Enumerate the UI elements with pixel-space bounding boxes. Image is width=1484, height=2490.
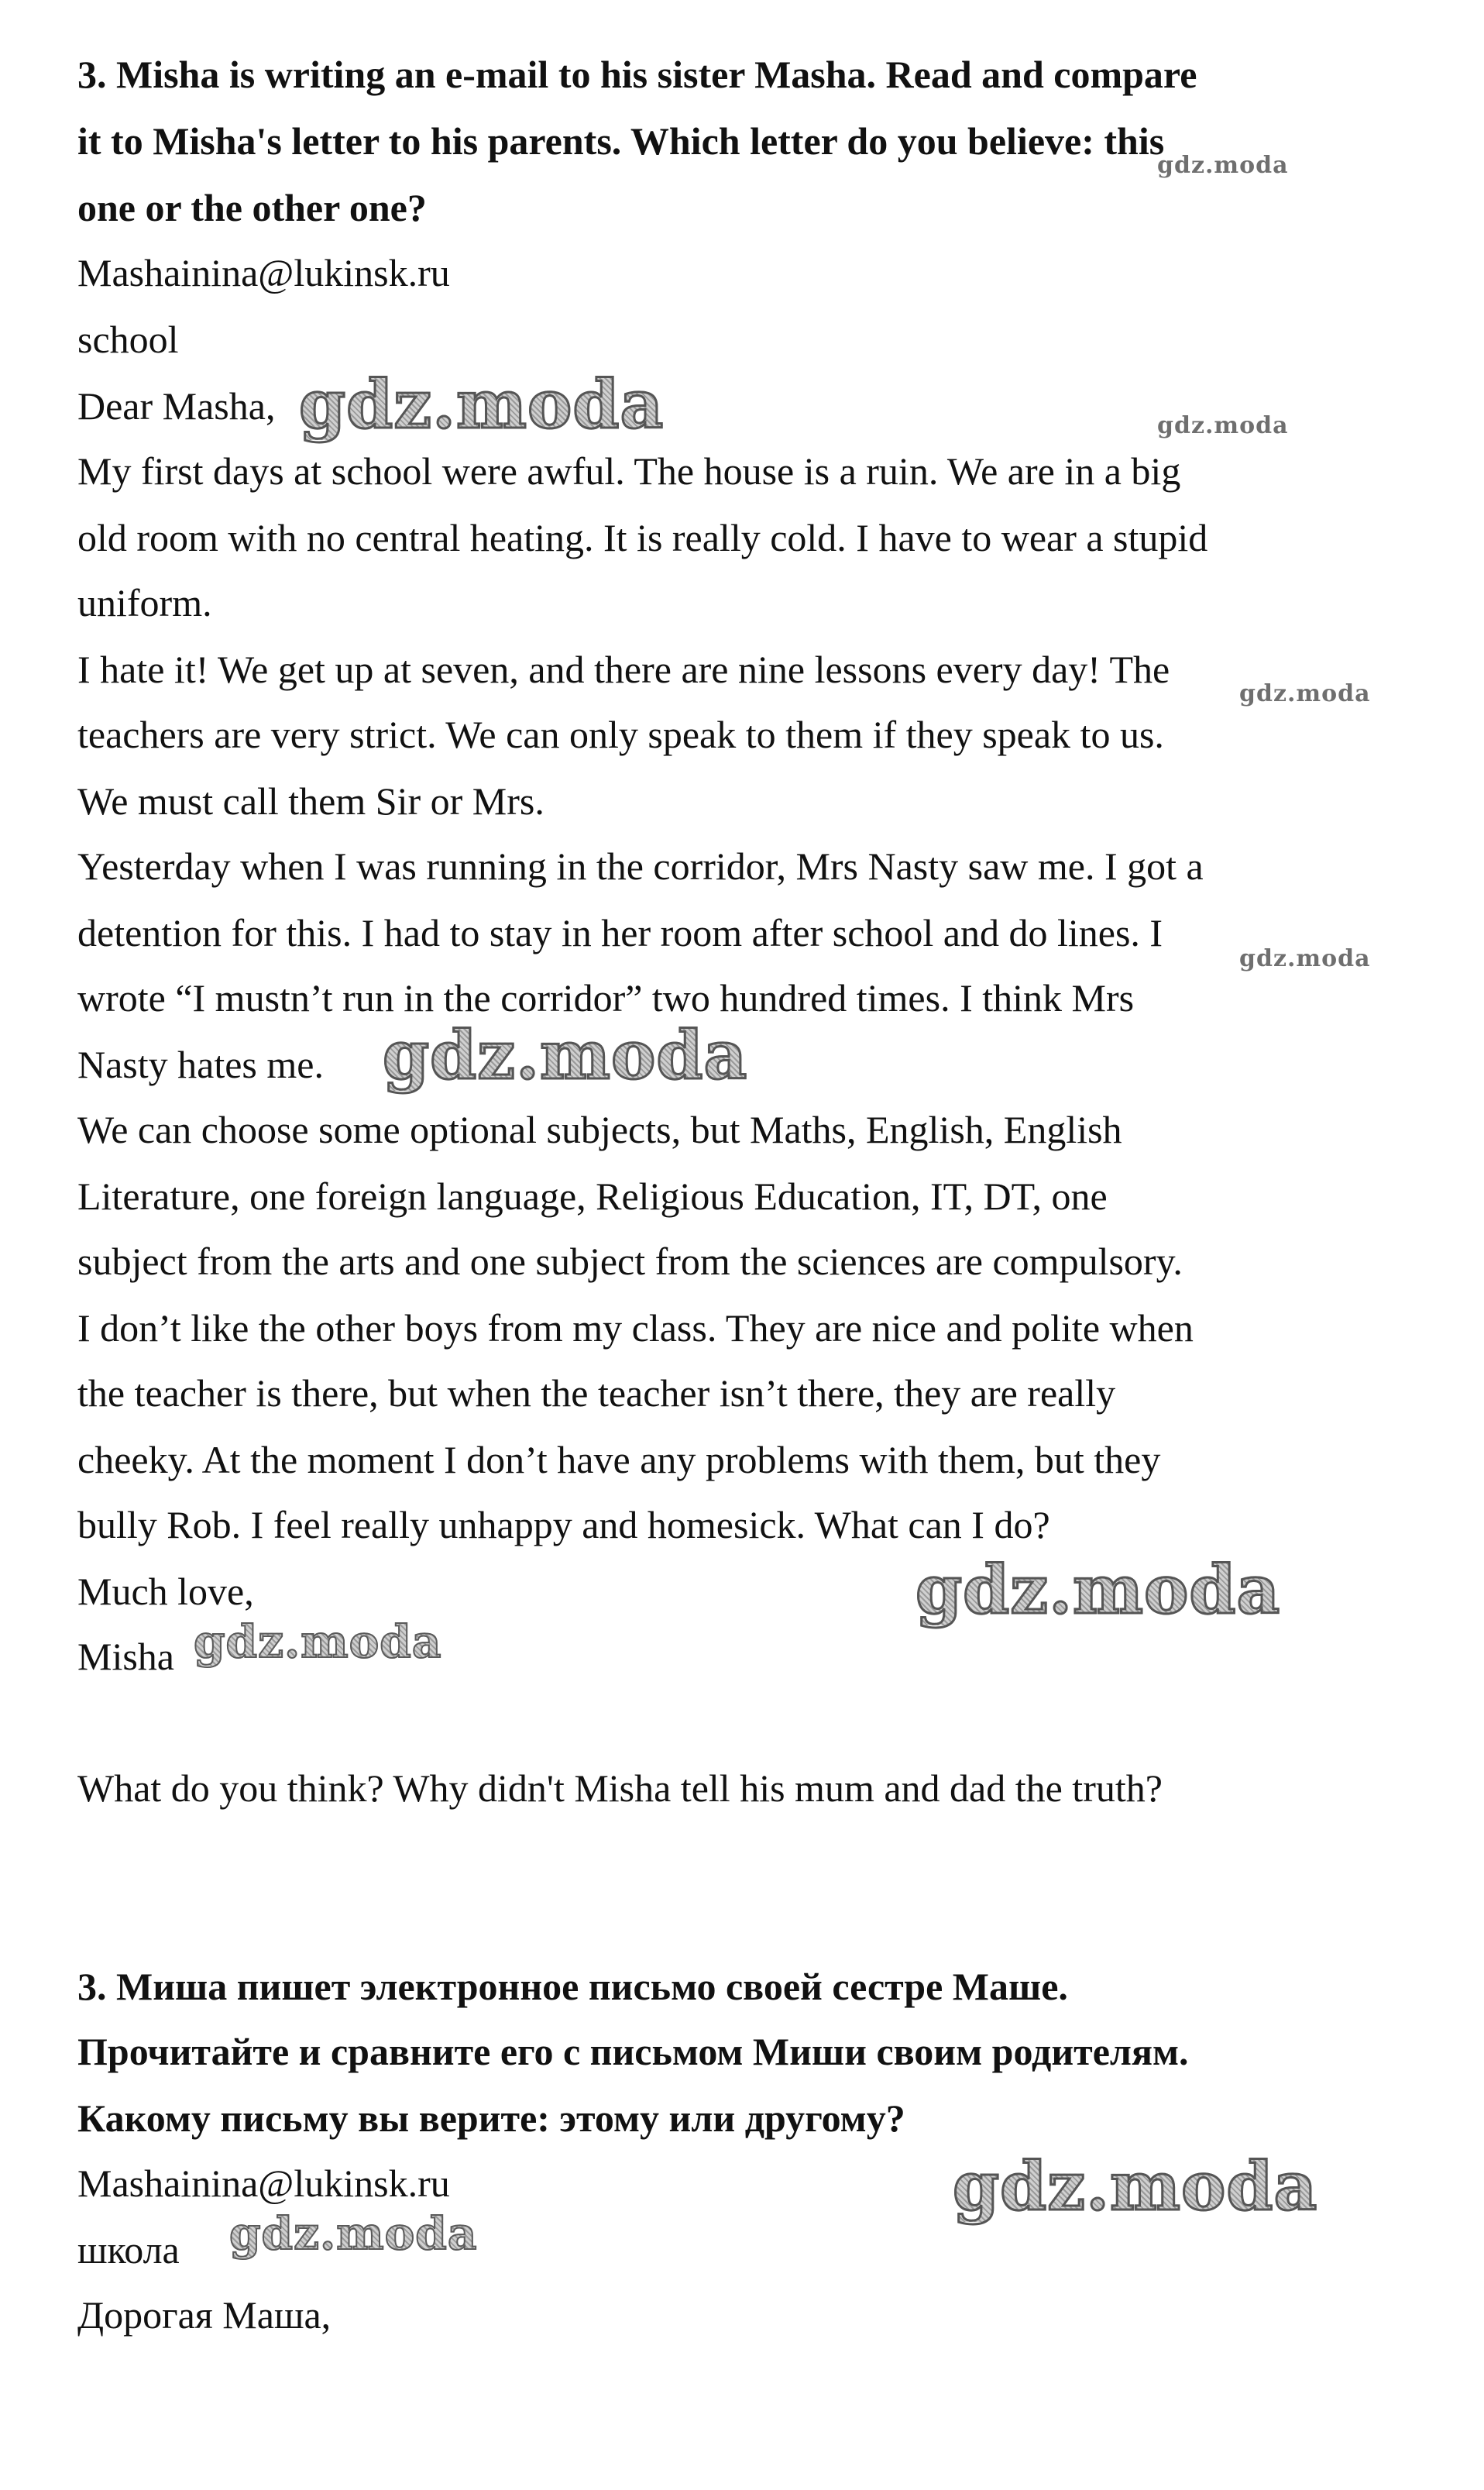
english-body-line-5: teachers are very strict. We can only speak to them if they speak to us. <box>77 713 1164 756</box>
english-body-line-13: subject from the arts and one subject from the sciences are compulsory. <box>77 1240 1183 1283</box>
watermark-medium: gdz.moda <box>229 2207 478 2260</box>
watermark-large: gdz.moda <box>383 1016 748 1095</box>
english-body-line-4: I hate it! We get up at seven, and there are nine lessons every day! The <box>77 648 1170 691</box>
english-signature: Misha <box>77 1635 174 1678</box>
english-body-line-1: My first days at school were awful. The house is a ruin. We are in a big <box>77 449 1181 493</box>
english-body-line-6: We must call them Sir or Mrs. <box>77 779 544 823</box>
russian-heading-line-3: Какому письму вы верите: этому или другому? <box>77 2096 905 2140</box>
watermark-small: gdz.moda <box>1157 152 1289 179</box>
english-body-line-3: uniform. <box>77 581 212 624</box>
english-body-line-7: Yesterday when I was running in the corridor, Mrs Nasty saw me. I got a <box>77 844 1204 888</box>
english-body-line-11: We can choose some optional subjects, but Maths, English, English <box>77 1108 1122 1151</box>
english-heading-line-1: 3. Misha is writing an e-mail to his sister Masha. Read and compare <box>77 53 1197 96</box>
russian-email-address: Mashainina@lukinsk.ru <box>77 2162 450 2205</box>
russian-email-subject: школа <box>77 2228 180 2272</box>
watermark-small: gdz.moda <box>1157 412 1289 439</box>
english-email-address: Mashainina@lukinsk.ru <box>77 251 450 294</box>
english-discussion-question: What do you think? Why didn't Misha tell his mum and dad the truth? <box>77 1766 1163 1810</box>
english-body-line-10: Nasty hates me. <box>77 1043 324 1086</box>
watermark-large: gdz.moda <box>953 2148 1318 2226</box>
watermark-large: gdz.moda <box>299 366 665 444</box>
english-body-line-16: cheeky. At the moment I don’t have any problems with them, but they <box>77 1438 1161 1481</box>
english-heading-line-3: one or the other one? <box>77 186 427 229</box>
english-body-line-2: old room with no central heating. It is really cold. I have to wear a stupid <box>77 516 1208 559</box>
watermark-small: gdz.moda <box>1239 945 1371 972</box>
watermark-small: gdz.moda <box>1239 680 1371 707</box>
english-heading-line-2: it to Misha's letter to his parents. Which letter do you believe: this <box>77 119 1165 163</box>
english-closing: Much love, <box>77 1570 254 1613</box>
english-greeting: Dear Masha, <box>77 384 276 428</box>
english-body-line-17: bully Rob. I feel really unhappy and homesick. What can I do? <box>77 1503 1050 1546</box>
russian-heading-line-2: Прочитайте и сравните его с письмом Миши своим родителям. <box>77 2030 1189 2073</box>
russian-greeting: Дорогая Маша, <box>77 2293 331 2337</box>
english-email-subject: school <box>77 318 179 361</box>
english-body-line-12: Literature, one foreign language, Religious Education, IT, DT, one <box>77 1174 1108 1218</box>
english-body-line-8: detention for this. I had to stay in her room after school and do lines. I <box>77 911 1163 954</box>
watermark-medium: gdz.moda <box>194 1615 442 1668</box>
english-body-line-14: I don’t like the other boys from my class. They are nice and polite when <box>77 1306 1194 1350</box>
english-body-line-9: wrote “I mustn’t run in the corridor” two hundred times. I think Mrs <box>77 976 1135 1020</box>
watermark-large: gdz.moda <box>915 1551 1281 1629</box>
english-body-line-15: the teacher is there, but when the teacher isn’t there, they are really <box>77 1371 1116 1415</box>
russian-heading-line-1: 3. Миша пишет электронное письмо своей сестре Маше. <box>77 1965 1068 2008</box>
